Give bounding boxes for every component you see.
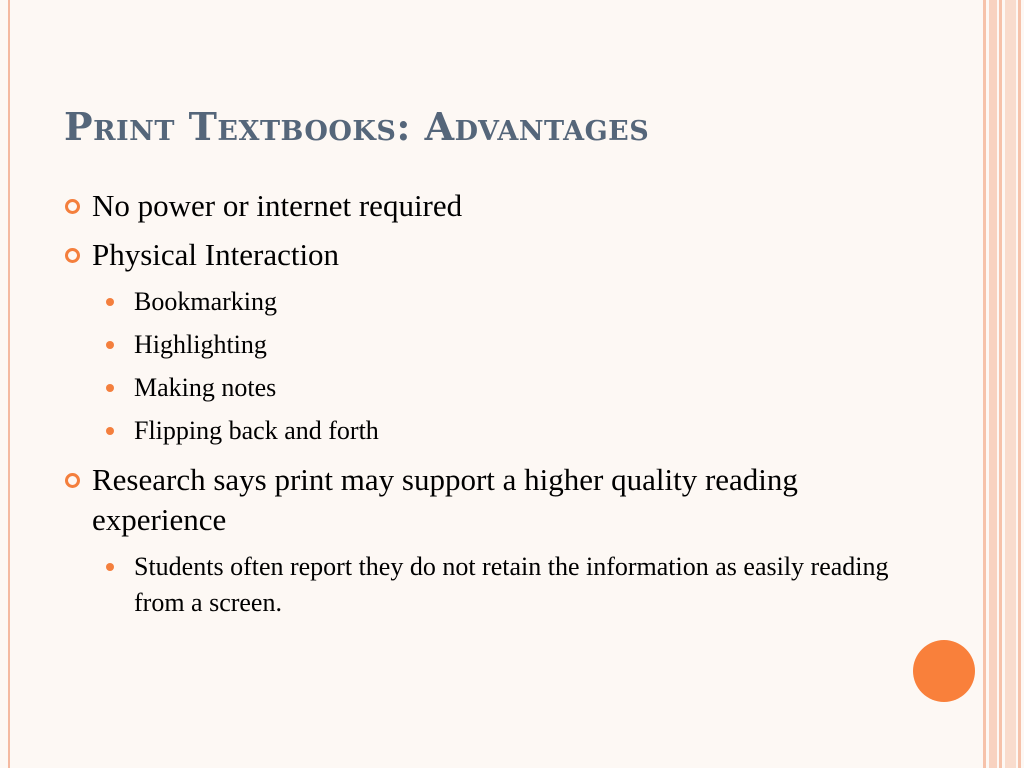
sub-bullet-text: Highlighting xyxy=(134,330,267,359)
bullet-text: Research says print may support a higher quality reading experience xyxy=(92,462,798,537)
filled-dot-bullet-icon xyxy=(106,563,114,571)
filled-dot-bullet-icon xyxy=(106,341,114,349)
sub-bullet-text: Bookmarking xyxy=(134,287,277,316)
sub-bullet-item xyxy=(62,549,922,621)
right-stripe-5 xyxy=(1018,0,1021,768)
filled-dot-bullet-icon xyxy=(106,384,114,392)
bullet-text: Physical Interaction xyxy=(92,237,340,272)
slide-title: Print Textbooks: Advantages xyxy=(64,104,650,149)
right-stripe-3 xyxy=(999,0,1002,768)
filled-dot-bullet-icon xyxy=(106,427,114,435)
sub-bullet-text: Students often report they do not retain the information as easily reading from a screen. xyxy=(134,552,889,617)
filled-dot-bullet-icon xyxy=(106,298,114,306)
sub-bullet-item xyxy=(62,370,922,406)
sub-bullet-text: Flipping back and forth xyxy=(134,416,379,445)
sub-bullet-item xyxy=(62,327,922,363)
right-stripe-4 xyxy=(1005,0,1016,768)
hollow-circle-bullet-icon xyxy=(65,199,80,214)
bullet-item xyxy=(62,235,922,275)
sub-bullet-text: Making notes xyxy=(134,373,277,402)
bullet-text: No power or internet required xyxy=(92,188,463,223)
right-stripe-1 xyxy=(983,0,986,768)
orange-circle-icon xyxy=(913,640,975,702)
hollow-circle-bullet-icon xyxy=(65,248,80,263)
right-stripe-2 xyxy=(989,0,997,768)
sub-bullet-item xyxy=(62,284,922,320)
bullet-item xyxy=(62,460,922,540)
hollow-circle-bullet-icon xyxy=(65,473,80,488)
sub-bullet-item xyxy=(62,413,922,449)
left-border-line xyxy=(8,0,10,768)
bullet-item xyxy=(62,186,922,226)
bullet-list xyxy=(62,186,922,628)
